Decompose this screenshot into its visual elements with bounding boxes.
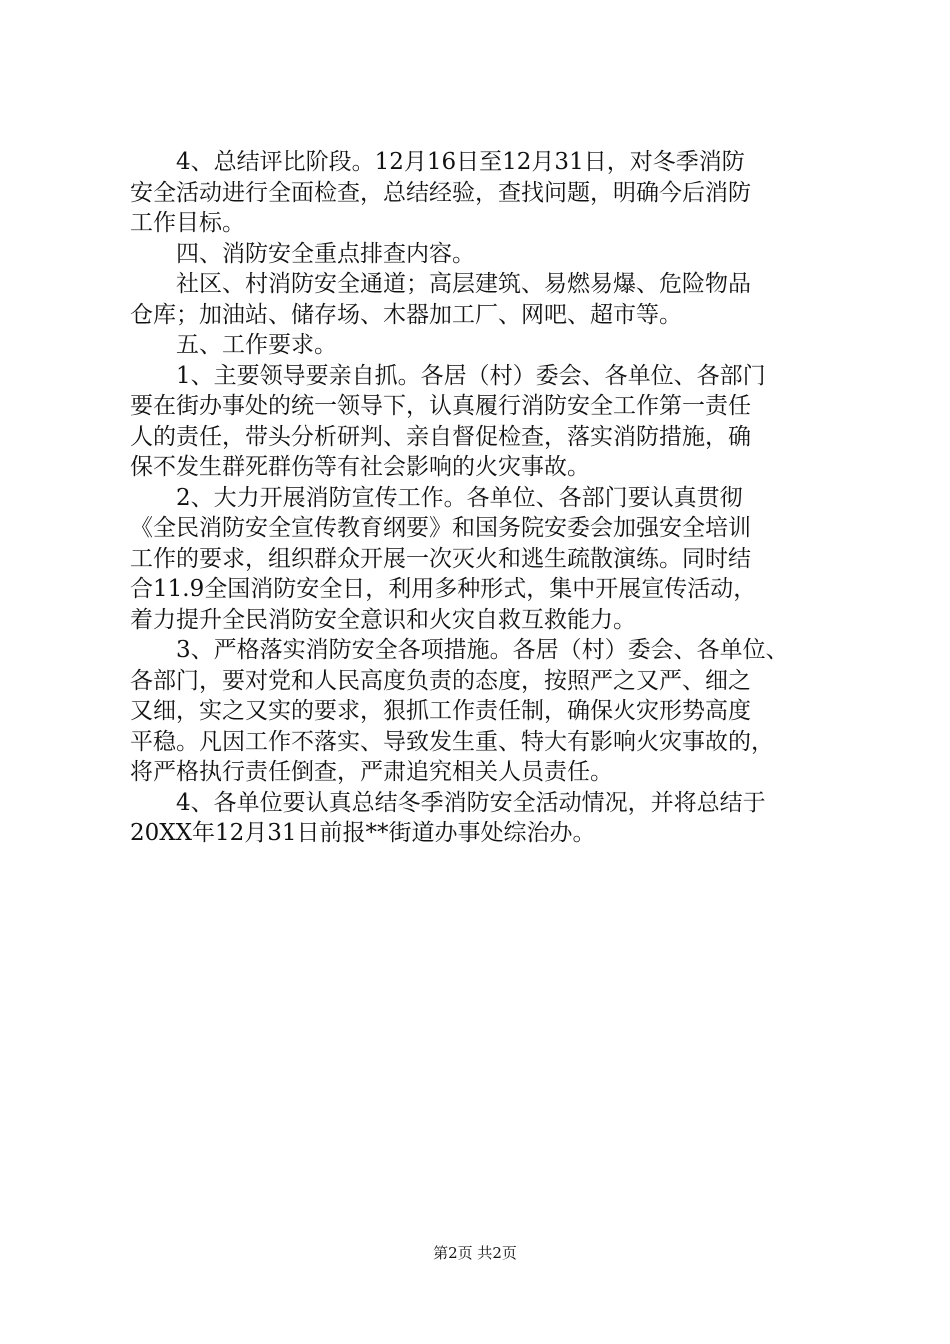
paragraph-line: 仓库；加油站、储存场、木器加工厂、网吧、超市等。 <box>130 301 682 328</box>
paragraph-line: 安全活动进行全面检查，总结经验，查找问题，明确今后消防 <box>130 179 751 206</box>
paragraph-line: 人的责任，带头分析研判、亲自督促检查，落实消防措施，确 <box>130 423 751 450</box>
page-number-footer: 第2页 共2页 <box>433 1244 517 1262</box>
paragraph-line: 《全民消防安全宣传教育纲要》和国务院安委会加强安全培训 <box>130 515 751 541</box>
paragraph-line: 社区、村消防安全通道；高层建筑、易燃易爆、危险物品 <box>176 271 751 297</box>
paragraph-line: 4、各单位要认真总结冬季消防安全活动情况，并将总结于 <box>176 789 766 816</box>
paragraph-line: 2、大力开展消防宣传工作。各单位、各部门要认真贯彻 <box>176 484 743 511</box>
paragraph-line: 合11.9全国消防安全日，利用多种形式，集中开展宣传活动， <box>130 576 757 602</box>
paragraph-line: 要在街办事处的统一领导下，认真履行消防安全工作第一责任 <box>130 393 751 419</box>
paragraph-line: 1、主要领导要亲自抓。各居（村）委会、各单位、各部门 <box>176 362 766 389</box>
paragraph-line: 各部门，要对党和人民高度负责的态度，按照严之又严、细之 <box>130 667 751 694</box>
section-heading: 五、工作要求。 <box>176 332 337 358</box>
paragraph-line: 平稳。凡因工作不落实、导致发生重、特大有影响火灾事故的， <box>130 728 774 755</box>
paragraph-line: 4、总结评比阶段。12月16日至12月31日，对冬季消防 <box>176 149 745 175</box>
paragraph-line: 将严格执行责任倒查，严肃追究相关人员责任。 <box>130 759 613 785</box>
paragraph-line: 工作目标。 <box>130 210 245 236</box>
body-text <box>130 147 830 849</box>
paragraph-line: 工作的要求，组织群众开展一次灭火和逃生疏散演练。同时结 <box>130 545 751 572</box>
paragraph-line: 20XX年12月31日前报**街道办事处综治办。 <box>130 820 596 846</box>
paragraph-line: 着力提升全民消防安全意识和火灾自救互救能力。 <box>130 606 636 633</box>
paragraph-line: 保不发生群死群伤等有社会影响的火灾事故。 <box>130 454 590 480</box>
paragraph-line: 又细，实之又实的要求，狠抓工作责任制，确保火灾形势高度 <box>130 698 751 724</box>
section-heading: 四、消防安全重点排查内容。 <box>176 240 475 267</box>
paragraph-line: 3、严格落实消防安全各项措施。各居（村）委会、各单位、 <box>176 637 789 663</box>
